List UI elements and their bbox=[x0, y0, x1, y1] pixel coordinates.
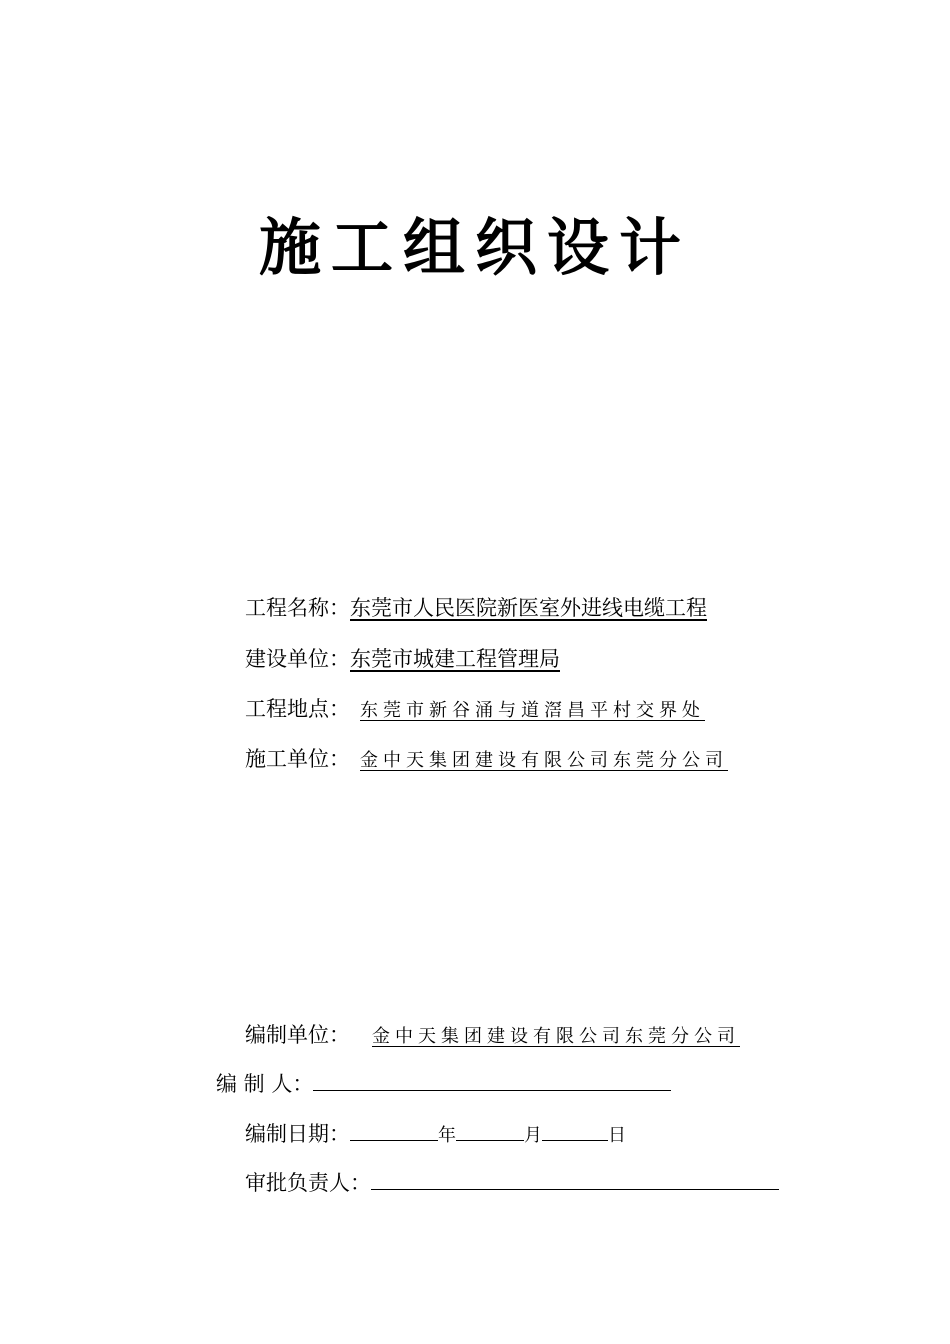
contractor-row bbox=[245, 745, 740, 775]
project-name-value: 东莞市人民医院新医室外进线电缆工程 bbox=[350, 596, 707, 620]
location-row bbox=[245, 695, 705, 725]
colon: ： bbox=[329, 596, 350, 620]
compile-unit-label: 编制单位 bbox=[245, 1023, 329, 1047]
builder-label: 建设单位 bbox=[245, 647, 329, 671]
day-label: 日 bbox=[608, 1125, 626, 1146]
builder-value: 东莞市城建工程管理局 bbox=[350, 647, 560, 671]
month-blank bbox=[456, 1120, 524, 1141]
colon: ： bbox=[292, 1072, 314, 1096]
location-label: 工程地点 bbox=[245, 697, 329, 721]
compile-date-row bbox=[245, 1120, 626, 1150]
colon: ： bbox=[329, 647, 350, 671]
compile-date-label: 编制日期 bbox=[245, 1122, 329, 1146]
contractor-label: 施工单位 bbox=[245, 747, 329, 771]
colon: ： bbox=[350, 1171, 371, 1195]
project-name-label: 工程名称 bbox=[245, 596, 329, 620]
colon: ： bbox=[329, 747, 350, 771]
colon: ： bbox=[329, 1122, 350, 1146]
contractor-value: 金中天集团建设有限公司东莞分公司 bbox=[360, 750, 728, 771]
approver-row bbox=[245, 1169, 779, 1197]
approver-blank bbox=[371, 1169, 779, 1190]
document-title: 施工组织设计 bbox=[258, 211, 691, 284]
location-value: 东莞市新谷涌与道滘昌平村交界处 bbox=[360, 700, 705, 721]
compiler-blank bbox=[313, 1070, 671, 1091]
compile-unit-value: 金中天集团建设有限公司东莞分公司 bbox=[372, 1026, 740, 1047]
compiler-row bbox=[216, 1070, 671, 1098]
colon: ： bbox=[329, 1023, 350, 1047]
year-blank bbox=[350, 1120, 438, 1141]
day-blank bbox=[542, 1120, 608, 1141]
month-label: 月 bbox=[524, 1125, 542, 1146]
approver-label: 审批负责人 bbox=[245, 1171, 350, 1195]
compile-unit-row bbox=[245, 1021, 740, 1051]
project-name-row bbox=[245, 594, 719, 622]
year-label: 年 bbox=[438, 1125, 456, 1146]
builder-row bbox=[245, 645, 560, 673]
colon: ： bbox=[329, 697, 350, 721]
compiler-label: 编 制 人 bbox=[216, 1072, 293, 1096]
